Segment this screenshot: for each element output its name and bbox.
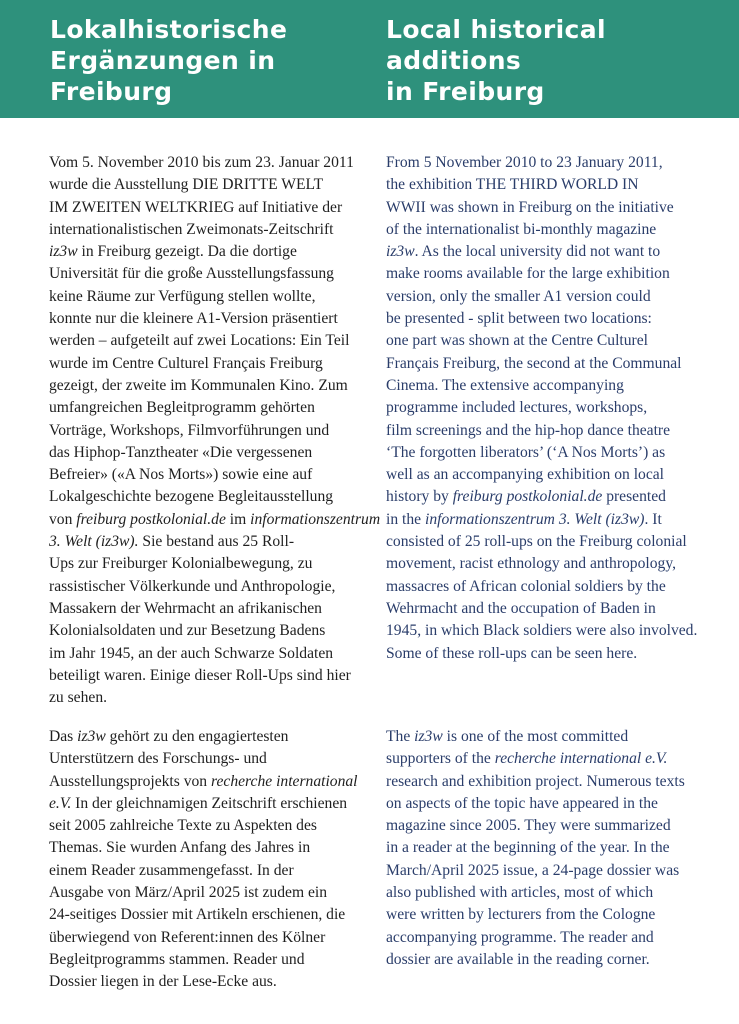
text-line: IM ZWEITEN WELTKRIEG auf Initiative der [49, 198, 343, 216]
text-line: Ups zur Freiburger Kolonialbewegung, zu [49, 555, 313, 573]
title-german-line: Ergänzungen in [50, 46, 276, 75]
text-line: Lokalgeschichte bezogene Begleitausstellung [49, 488, 334, 506]
text-fragment: supporters of the [386, 750, 495, 768]
text-fragment: presented [602, 488, 666, 506]
text-fragment: in Freiburg gezeigt. Da die dortige [77, 243, 297, 261]
german-paragraph-2 [49, 726, 379, 994]
text-line: dossier are available in the reading corner. [386, 950, 650, 968]
text-line: consisted of 25 roll-ups on the Freiburg colonial [386, 533, 687, 551]
text-line: 1945, in which Black soldiers were also involved. [386, 622, 698, 640]
text-line: ‘The forgotten liberators’ (‘A Nos Morts’) as [386, 443, 666, 461]
text-line: magazine since 2005. They were summarized [386, 817, 671, 835]
text-line: research and exhibition project. Numerous texts [386, 772, 685, 790]
text-line: Ausgabe von März/April 2025 ist zudem ein [49, 884, 328, 902]
text-line: of the internationalist bi-monthly magazine [386, 220, 657, 238]
text-line: one part was shown at the Centre Culturel [386, 332, 648, 350]
text-line [386, 748, 716, 770]
text-line: programme included lectures, workshops, [386, 399, 648, 417]
text-line: konnte nur die kleinere A1-Version präsentiert [49, 310, 338, 328]
text-fragment: history by [386, 488, 453, 506]
text-line: werden – aufgeteilt auf zwei Locations: Ein Teil [49, 332, 350, 350]
text-fragment: Sie bestand aus 25 Roll- [138, 533, 295, 551]
text-line: Massakern der Wehrmacht an afrikanischen [49, 599, 322, 617]
text-line: Vom 5. November 2010 bis zum 23. Januar 2011 [49, 154, 354, 171]
text-line [49, 793, 379, 815]
organization-name: recherche international [211, 772, 358, 790]
text-line: the exhibition THE THIRD WORLD IN [386, 176, 639, 194]
organization-name: informationszentrum [250, 510, 381, 528]
magazine-name: iz3w [77, 728, 106, 745]
organization-name: informationszentrum 3. Welt (iz3w) [424, 510, 645, 528]
title-german-line: Lokalhistorische [50, 15, 288, 44]
text-line: film screenings and the hip-hop dance theatre [386, 421, 671, 439]
english-paragraph-2 [386, 726, 716, 971]
text-line: Befreier» («A Nos Morts») sowie eine auf [49, 466, 313, 484]
text-line [49, 531, 379, 553]
text-line [49, 771, 379, 793]
text-line: in a reader at the beginning of the year. In the [386, 839, 670, 857]
magazine-name: iz3w [414, 728, 443, 745]
text-line: Kolonialsoldaten und zur Besetzung Badens [49, 622, 326, 640]
text-line: also published with articles, most of which [386, 884, 654, 902]
text-line [49, 726, 379, 748]
text-line: umfangreichen Begleitprogramm gehörten [49, 399, 315, 417]
text-line: gezeigt, der zweite im Kommunalen Kino. Zum [49, 376, 348, 394]
text-line: massacres of African colonial soldiers by the [386, 577, 666, 595]
text-fragment: von [49, 510, 77, 528]
text-line: version, only the smaller A1 version could [386, 287, 651, 305]
organization-name: freiburg postkolonial.de [452, 488, 603, 506]
text-line: keine Räume zur Verfügung stellen wollte, [49, 287, 316, 305]
text-line: WWII was shown in Freiburg on the initiative [386, 198, 674, 216]
text-line: wurde im Centre Culturel Français Freiburg [49, 354, 323, 372]
text-line: seit 2005 zahlreiche Texte zu Aspekten des [49, 817, 317, 835]
text-line: Some of these roll-ups can be seen here. [386, 644, 638, 662]
magazine-name: iz3w [386, 243, 415, 261]
text-fragment: gehört zu den engagiertesten [105, 728, 289, 745]
german-paragraph-1 [49, 152, 379, 709]
text-line: internationalistischen Zweimonats-Zeitschrift [49, 220, 334, 238]
text-line: Dossier liegen in der Lese-Ecke aus. [49, 973, 277, 991]
text-line [49, 241, 379, 263]
text-line [386, 486, 716, 508]
organization-name: freiburg postkolonial.de [76, 510, 226, 528]
text-line: das Hiphop-Tanztheater «Die vergessenen [49, 443, 313, 461]
title-german [50, 14, 287, 107]
text-line: Universität für die große Ausstellungsfassung [49, 265, 334, 283]
organization-name: recherche international e.V. [494, 750, 668, 768]
text-line [386, 241, 716, 263]
text-fragment: Ausstellungsprojekts von [49, 772, 211, 790]
text-line: movement, racist ethnology and anthropology, [386, 555, 677, 573]
title-german-line: Freiburg [50, 77, 173, 106]
text-line: Themas. Sie wurden Anfang des Jahres in [49, 839, 311, 857]
text-line: im Jahr 1945, an der auch Schwarze Soldaten [49, 644, 334, 662]
text-fragment: is one of the most committed [442, 728, 629, 745]
text-line: on aspects of the topic have appeared in the [386, 794, 658, 812]
text-line: Cinema. The extensive accompanying [386, 376, 624, 394]
text-line: well as an accompanying exhibition on local [386, 466, 665, 484]
header-banner [0, 0, 739, 118]
english-paragraph-1 [386, 152, 716, 665]
text-line: were written by lecturers from the Cologne [386, 906, 656, 924]
organization-name: e.V. [49, 794, 72, 812]
title-english-line: in Freiburg [386, 77, 545, 106]
magazine-name: iz3w [49, 243, 78, 261]
text-line [49, 509, 379, 531]
text-line [386, 726, 716, 748]
text-fragment: im [225, 510, 251, 528]
text-line: Wehrmacht and the occupation of Baden in [386, 599, 656, 617]
text-line: Begleitprogramms stammen. Reader und [49, 950, 305, 968]
text-fragment: . It [644, 510, 662, 528]
text-line: wurde die Ausstellung DIE DRITTE WELT [49, 176, 324, 194]
title-english-line: Local historical [386, 15, 606, 44]
text-fragment: Das [49, 728, 78, 745]
text-line: Vorträge, Workshops, Filmvorführungen und [49, 421, 330, 439]
text-line: make rooms available for the large exhibition [386, 265, 670, 283]
text-fragment: . As the local university did not want to [414, 243, 661, 261]
title-english-line: additions [386, 46, 522, 75]
organization-name: 3. Welt (iz3w). [49, 533, 139, 551]
text-line [386, 509, 716, 531]
text-line: zu sehen. [49, 689, 108, 707]
text-line: March/April 2025 issue, a 24-page dossier was [386, 861, 680, 879]
title-english [386, 14, 606, 107]
text-line: 24-seitiges Dossier mit Artikeln erschienen, die [49, 906, 346, 924]
text-line: From 5 November 2010 to 23 January 2011, [386, 154, 663, 171]
text-line: accompanying programme. The reader and [386, 928, 654, 946]
text-line: überwiegend von Referent:innen des Kölner [49, 928, 326, 946]
text-line: rassistischer Völkerkunde und Anthropologie, [49, 577, 336, 595]
text-line: Unterstützern des Forschungs- und [49, 750, 267, 768]
text-fragment: In der gleichnamigen Zeitschrift erschienen [71, 794, 348, 812]
text-line: be presented - split between two locations: [386, 310, 652, 328]
text-line: beteiligt waren. Einige dieser Roll-Ups sind hier [49, 666, 351, 684]
text-line: Français Freiburg, the second at the Communal [386, 354, 682, 372]
text-line: einem Reader zusammengefasst. In der [49, 861, 294, 879]
text-fragment: in the [386, 510, 425, 528]
text-fragment: The [386, 728, 415, 745]
